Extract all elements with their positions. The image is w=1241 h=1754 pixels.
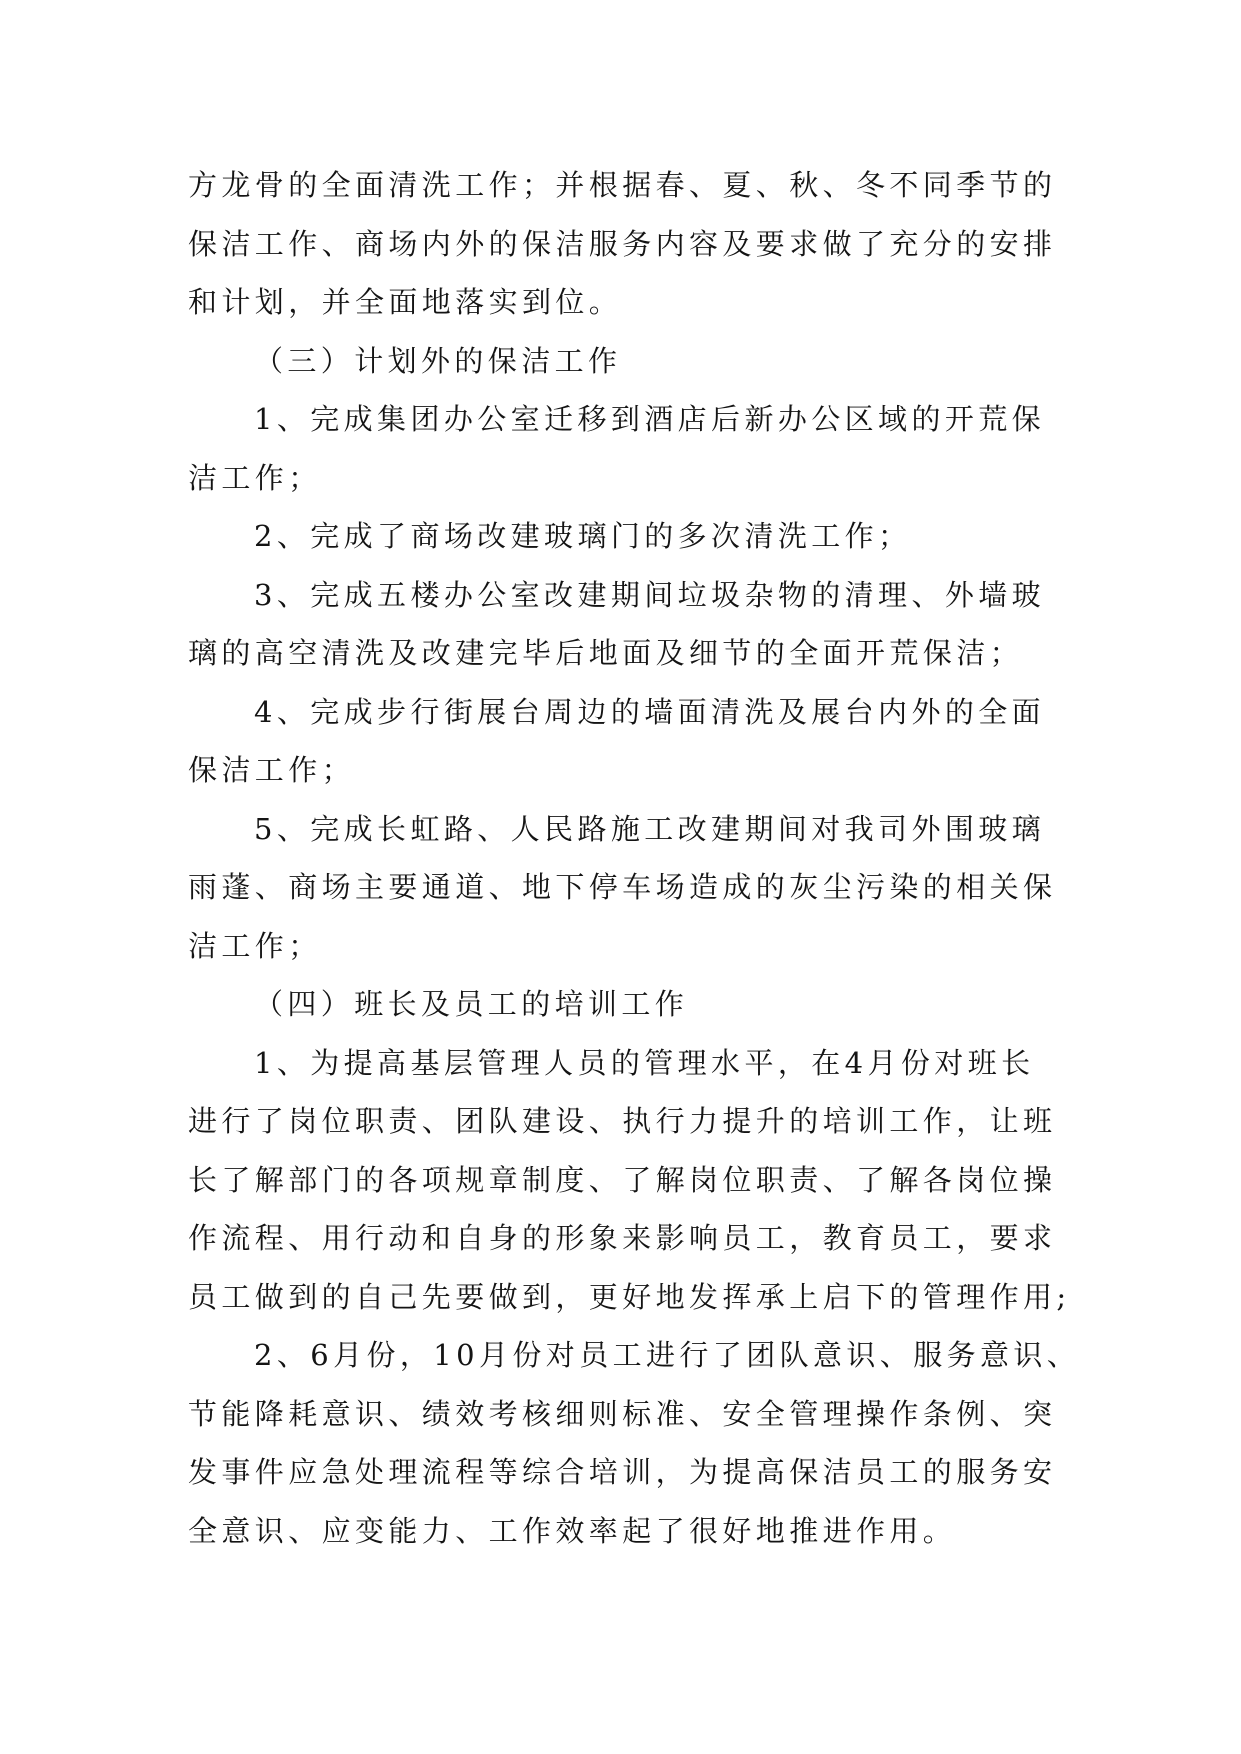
text-line: 方龙骨的全面清洗工作；并根据春、夏、秋、冬不同季节的 (188, 168, 1057, 202)
section-heading-text: （四）班长及员工的培训工作 (254, 987, 689, 1021)
text-line: 作流程、用行动和自身的形象来影响员工，教育员工，要求 (188, 1221, 1057, 1255)
paragraph (188, 800, 1088, 976)
text-line: 璃的高空清洗及改建完毕后地面及细节的全面开荒保洁； (188, 636, 1024, 670)
paragraph (188, 156, 1088, 332)
text-line: 和计划，并全面地落实到位。 (188, 285, 623, 319)
text-line: 保洁工作； (188, 753, 356, 787)
paragraph (188, 507, 1088, 566)
paragraph (188, 1034, 1088, 1327)
paragraph (188, 1326, 1088, 1560)
text-line: 1、为提高基层管理人员的管理水平，在4月份对班长 (254, 1045, 1035, 1080)
text-line: 保洁工作、商场内外的保洁服务内容及要求做了充分的安排 (188, 226, 1057, 261)
text-line: 4、完成步行街展台周边的墙面清洗及展台内外的全面 (254, 694, 1046, 729)
text-line: 发事件应急处理流程等综合培训，为提高保洁员工的服务安 (188, 1455, 1057, 1489)
text-line: 2、6月份，10月份对员工进行了团队意识、服务意识、 (254, 1338, 1081, 1372)
paragraph (188, 566, 1088, 683)
section-heading-text: （三）计划外的保洁工作 (254, 343, 622, 378)
text-line: 雨蓬、商场主要通道、地下停车场造成的灰尘污染的相关保 (188, 870, 1057, 904)
text-line: 洁工作； (188, 928, 322, 963)
text-line: 长了解部门的各项规章制度、了解岗位职责、了解各岗位操 (188, 1162, 1057, 1197)
text-line: 节能降耗意识、绩效考核细则标准、安全管理操作条例、突 (188, 1396, 1057, 1431)
paragraph (188, 390, 1088, 507)
text-line: 员工做到的自己先要做到，更好地发挥承上启下的管理作用; (188, 1279, 1071, 1314)
document-body (188, 156, 1088, 1560)
section-heading (188, 332, 1088, 391)
section-heading (188, 975, 1088, 1034)
text-line: 3、完成五楼办公室改建期间垃圾杂物的清理、外墙玻 (254, 577, 1046, 612)
paragraph (188, 683, 1088, 800)
text-line: 洁工作； (188, 460, 322, 495)
text-line: 2、完成了商场改建玻璃门的多次清洗工作； (254, 519, 912, 553)
text-line: 5、完成长虹路、人民路施工改建期间对我司外围玻璃 (254, 811, 1046, 846)
text-line: 全意识、应变能力、工作效率起了很好地推进作用。 (188, 1513, 957, 1548)
text-line: 进行了岗位职责、团队建设、执行力提升的培训工作，让班 (188, 1104, 1057, 1138)
text-line: 1、完成集团办公室迁移到酒店后新办公区域的开荒保 (254, 402, 1046, 436)
